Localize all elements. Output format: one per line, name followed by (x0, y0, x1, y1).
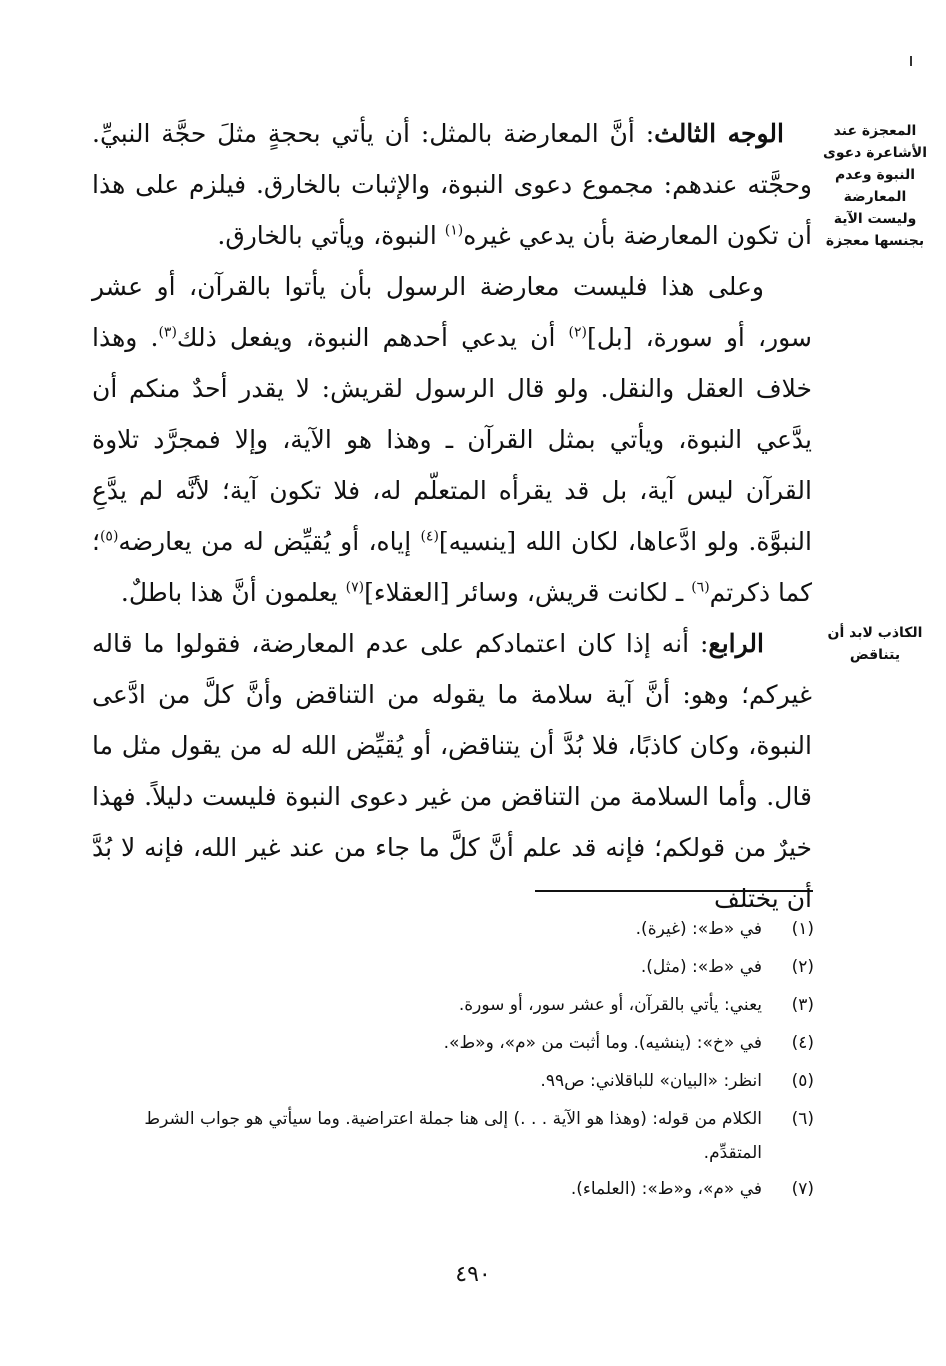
margin-note-liar: الكاذب لابد أن يتناقض (827, 625, 923, 663)
paragraph (92, 618, 812, 924)
footnote-number: (٢) (791, 957, 814, 977)
footnote-text: في «ط»: (غيرة). (635, 919, 762, 939)
footnote-text: انظر: «البيان» للباقلاني: ص٩٩. (540, 1071, 762, 1091)
paragraph-lead: الرابع (708, 629, 764, 658)
footnote (92, 1062, 814, 1100)
main-text (92, 108, 812, 924)
text-run: أن يدعي أحدهم النبوة، ويفعل ذلك (176, 323, 569, 352)
text-run: النبوة، ويأتي بالخارق. (217, 221, 445, 250)
footnote-number: (٣) (791, 995, 814, 1015)
footnote-ref[interactable]: (٦) (691, 579, 710, 596)
footnote (92, 1100, 814, 1170)
text-run: ؛ كما ذكرتم (92, 527, 812, 607)
paragraph (92, 261, 812, 618)
text-run: إياه، أو يُقيِّض له من يعارضه (118, 527, 421, 556)
footnote (92, 948, 814, 986)
footnote-text: في «خ»: (ينشيه). وما أثبت من «م»، و«ط». (443, 1033, 762, 1053)
paragraph (92, 108, 812, 261)
footnote-text: في «ط»: (مثل). (640, 957, 762, 977)
footnote-number: (٧) (791, 1179, 814, 1199)
footnote (92, 1170, 814, 1208)
margin-note-miracle: المعجزة عند الأشاعرة دعوى النبوة وعدم المعارضة وليست الآية بجنسها معجزة (822, 123, 927, 249)
text-run: : أنه إذا كان اعتمادكم على عدم المعارضة، فقولوا ما قاله غيركم؛ وهو: أنَّ آية سلامة ما يقوله من التناقض وأنَّ كلَّ من ادَّعى النبوة، وكان كاذبًا، فلا بُدَّ أن يتناقض، أو يُقيِّض الله له من يقول مثل ما قال. وأما السلامة من التناقض من غير دعوى النبوة فليست دليلاً. فهذا خيرٌ من قولكم؛ فإنه قد علم أنَّ كلَّ ما جاء من عند غير الله، فإنه لا بُدَّ أن يختلف (92, 629, 812, 913)
footnotes (92, 910, 814, 1208)
text-run: ـ لكانت قريش، وسائر [العقلاء] (364, 578, 692, 607)
footnote (92, 910, 814, 948)
footnote (92, 986, 814, 1024)
footnote-ref[interactable]: (٥) (99, 528, 119, 545)
footnote-ref[interactable]: (١) (444, 222, 464, 239)
footnote-ref[interactable]: (٤) (420, 528, 439, 545)
page-number: ٤٩٠ (455, 1262, 491, 1287)
footnote-ref[interactable]: (٣) (158, 324, 177, 341)
footnote-text: يعني: يأتي بالقرآن، أو عشر سور، أو سورة. (458, 995, 762, 1015)
text-run: يعلمون أنَّ هذا باطلٌ. (120, 578, 346, 607)
footnote-number: (٤) (791, 1033, 814, 1053)
text-run: وعلى هذا فليست معارضة الرسول بأن يأتوا بالقرآن، أو عشر سور، أو سورة، [بل] (92, 272, 813, 352)
text-run: . وهذا خلاف العقل والنقل. ولو قال الرسول لقريش: لا يقدر أحدٌ منكم أن يدَّعي النبوة، ويأتي بمثل القرآن ـ وهذا هو الآية، وإلا فمجرَّد تلاوة القرآن ليس آية، بل قد يقرأه المتعلّم له، فلا تكون آية؛ لأنَّه لم يدَّعِ النبوَّة. ولو ادَّعاها، لكان الله [ينسيه] (92, 323, 812, 556)
paragraph-lead: الوجه الثالث (654, 119, 784, 148)
footnote-divider (535, 890, 813, 892)
footnote-number: (٥) (791, 1071, 814, 1091)
margin-mark (910, 56, 912, 66)
footnote-number: (٦) (791, 1109, 814, 1129)
footnote-text: في «م»، و«ط»: (العلماء). (570, 1179, 762, 1199)
footnote-ref[interactable]: (٧) (345, 579, 365, 596)
footnote (92, 1024, 814, 1062)
text-run: : أنَّ المعارضة بالمثل: أن يأتي بحجةٍ مثلَ حجَّة النبيِّ. وحجَّته عندهم: مجموع دعوى النبوة، والإثبات بالخارق. فيلزم على هذا أن تكون المعارضة بأن يدعي غيره (92, 119, 812, 250)
footnote-text: الكلام من قوله: (وهذا هو الآية . . .) إلى هنا جملة اعتراضية. وما سيأتي هو جواب الشرط المتقدِّم. (144, 1109, 762, 1163)
footnote-number: (١) (791, 919, 814, 939)
footnote-ref[interactable]: (٢) (568, 324, 588, 341)
